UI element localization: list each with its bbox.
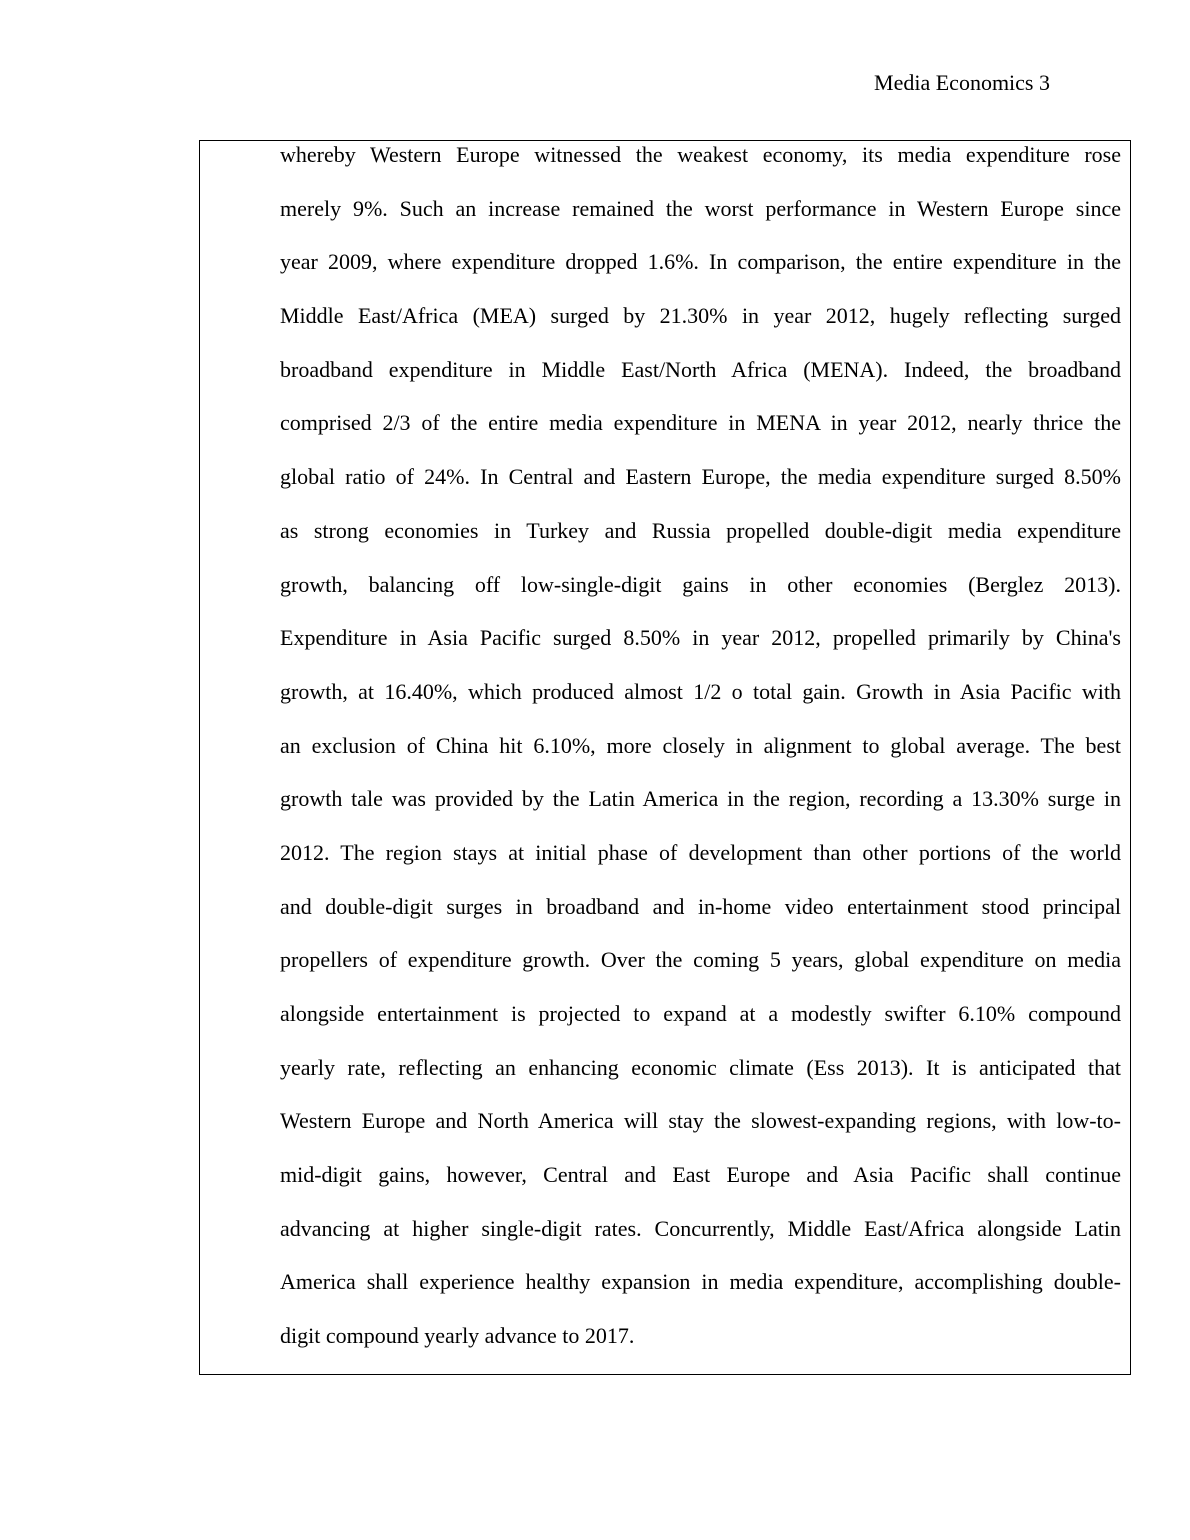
text-line: digit compound yearly advance to 2017. xyxy=(280,1323,635,1349)
text-line: yearly rate, reflecting an enhancing economic climate (Ess 2013). It is anticipated that xyxy=(280,1054,1121,1080)
text-line: advancing at higher single-digit rates. Concurrently, Middle East/Africa alongside Latin xyxy=(280,1215,1121,1241)
text-line: comprised 2/3 of the entire media expenditure in MENA in year 2012, nearly thrice the xyxy=(280,410,1121,436)
text-line: Middle East/Africa (MEA) surged by 21.30% in year 2012, hugely reflecting surged xyxy=(280,303,1121,329)
text-line: as strong economies in Turkey and Russia propelled double-digit media expenditure xyxy=(280,517,1121,543)
text-line: Expenditure in Asia Pacific surged 8.50% in year 2012, propelled primarily by China's xyxy=(280,625,1121,651)
text-line: merely 9%. Such an increase remained the worst performance in Western Europe since xyxy=(280,195,1121,221)
text-line: whereby Western Europe witnessed the weakest economy, its media expenditure rose xyxy=(280,142,1121,167)
text-line: alongside entertainment is projected to expand at a modestly swifter 6.10% compound xyxy=(280,1001,1121,1026)
text-line: propellers of expenditure growth. Over the coming 5 years, global expenditure on media xyxy=(280,947,1121,973)
text-line: growth, at 16.40%, which produced almost 1/2 o total gain. Growth in Asia Pacific with xyxy=(280,678,1121,704)
text-line: year 2009, where expenditure dropped 1.6%. In comparison, the entire expenditure in the xyxy=(280,249,1121,275)
text-line: an exclusion of China hit 6.10%, more closely in alignment to global average. The best xyxy=(280,732,1121,758)
text-line: Western Europe and North America will stay the slowest-expanding regions, with low-to- xyxy=(280,1108,1121,1134)
body-paragraph xyxy=(280,141,1121,1376)
text-line: mid-digit gains, however, Central and East Europe and Asia Pacific shall continue xyxy=(280,1162,1121,1188)
text-line: growth, balancing off low-single-digit gains in other economies (Berglez 2013). xyxy=(280,571,1121,597)
text-line: America shall experience healthy expansion in media expenditure, accomplishing double- xyxy=(280,1269,1121,1295)
body-text-frame xyxy=(199,140,1131,1375)
running-head: Media Economics 3 xyxy=(874,70,1050,95)
text-line: growth tale was provided by the Latin America in the region, recording a 13.30% surge in xyxy=(280,786,1121,812)
text-line: and double-digit surges in broadband and in-home video entertainment stood principal xyxy=(280,893,1121,919)
text-line: broadband expenditure in Middle East/North Africa (MENA). Indeed, the broadband xyxy=(280,356,1121,382)
text-line: global ratio of 24%. In Central and Eastern Europe, the media expenditure surged 8.50% xyxy=(280,464,1121,490)
text-line: 2012. The region stays at initial phase of development than other portions of the world xyxy=(280,839,1121,865)
